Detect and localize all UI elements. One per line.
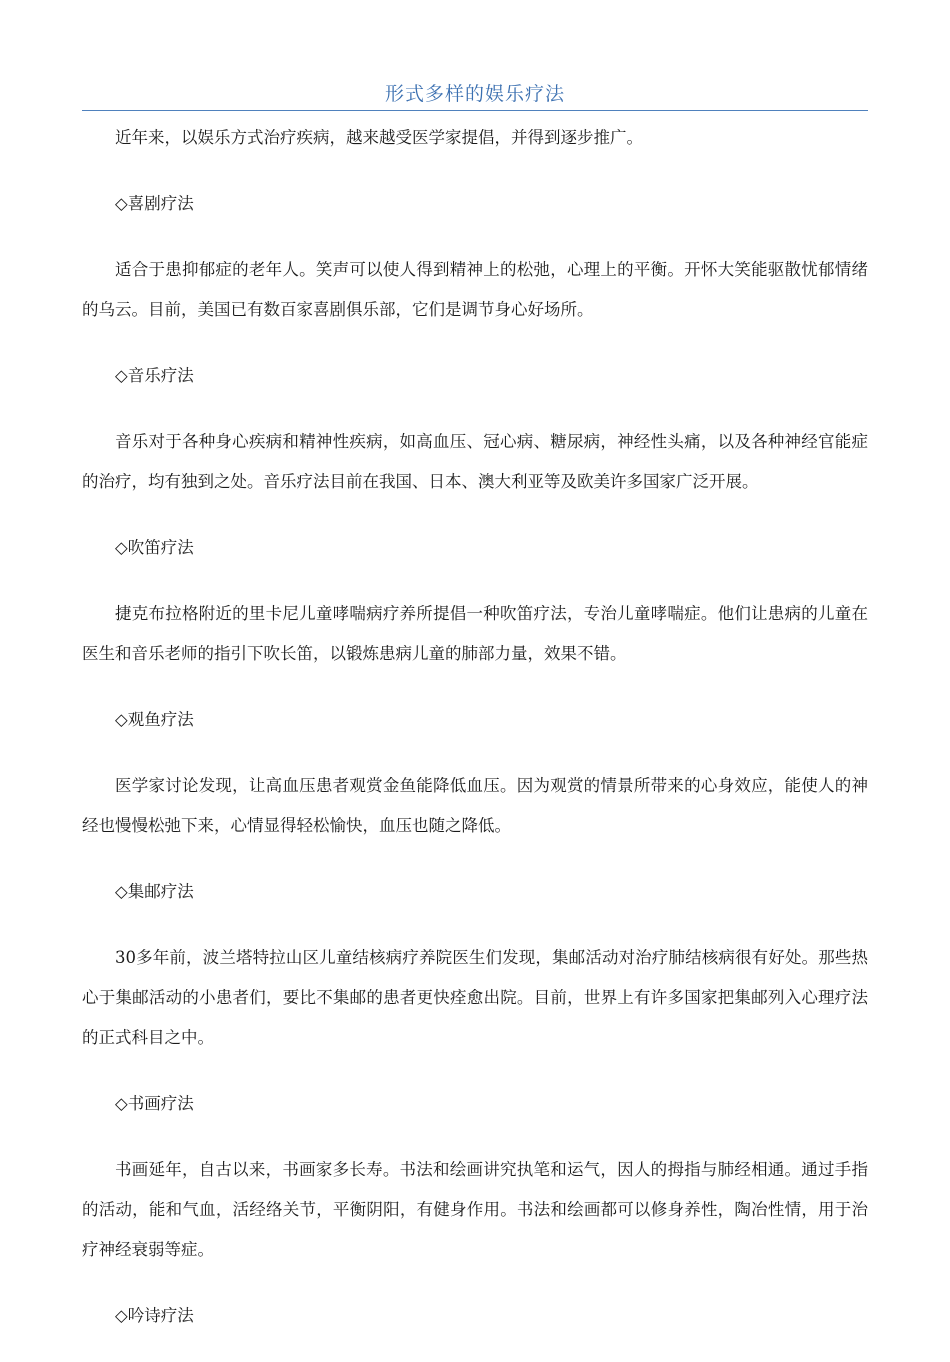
section-heading-comedy: ◇喜剧疗法 (115, 194, 194, 213)
section-heading-calligraphy-painting: ◇书画疗法 (115, 1094, 194, 1113)
section-heading-flute: ◇吹笛疗法 (115, 538, 194, 557)
document-body (82, 118, 868, 1362)
section-body-fish-watching: 医学家讨论发现，让高血压患者观赏金鱼能降低血压。因为观赏的情景所带来的心身效应，能使人的神经也慢慢松弛下来，心情显得轻松愉快，血压也随之降低。 (82, 776, 868, 835)
section-body-comedy: 适合于患抑郁症的老年人。笑声可以使人得到精神上的松弛，心理上的平衡。开怀大笑能驱散忧郁情绪的乌云。目前，美国已有数百家喜剧俱乐部，它们是调节身心好场所。 (82, 260, 868, 319)
section-body-calligraphy-painting: 书画延年，自古以来，书画家多长寿。书法和绘画讲究执笔和运气，因人的拇指与肺经相通。通过手指的活动，能和气血，活经络关节，平衡阴阳，有健身作用。书法和绘画都可以修身养性，陶冶性情，用于治疗神经衰弱等症。 (82, 1160, 868, 1259)
section-heading-poetry-chanting: ◇吟诗疗法 (115, 1306, 194, 1325)
section-body-music: 音乐对于各种身心疾病和精神性疾病，如高血压、冠心病、糖尿病，神经性头痛，以及各种神经官能症的治疗，均有独到之处。音乐疗法目前在我国、日本、澳大利亚等及欧美许多国家广泛开展。 (82, 432, 868, 491)
intro-paragraph: 近年来，以娱乐方式治疗疾病，越来越受医学家提倡，并得到逐步推广。 (115, 128, 643, 147)
section-body-stamp-collecting: 30多年前，波兰塔特拉山区儿童结核病疗养院医生们发现，集邮活动对治疗肺结核病很有好处。那些热心于集邮活动的小患者们，要比不集邮的患者更快痊愈出院。目前，世界上有许多国家把集邮列入心理疗法的正式科目之中。 (82, 948, 868, 1047)
section-body-flute: 捷克布拉格附近的里卡尼儿童哮喘病疗养所提倡一种吹笛疗法，专治儿童哮喘症。他们让患病的儿童在医生和音乐老师的指引下吹长笛，以锻炼患病儿童的肺部力量，效果不错。 (82, 604, 868, 663)
section-heading-stamp-collecting: ◇集邮疗法 (115, 882, 194, 901)
section-heading-fish-watching: ◇观鱼疗法 (115, 710, 194, 729)
document-title: 形式多样的娱乐疗法 (384, 83, 565, 105)
document-header (82, 80, 868, 111)
section-heading-music: ◇音乐疗法 (115, 366, 194, 385)
